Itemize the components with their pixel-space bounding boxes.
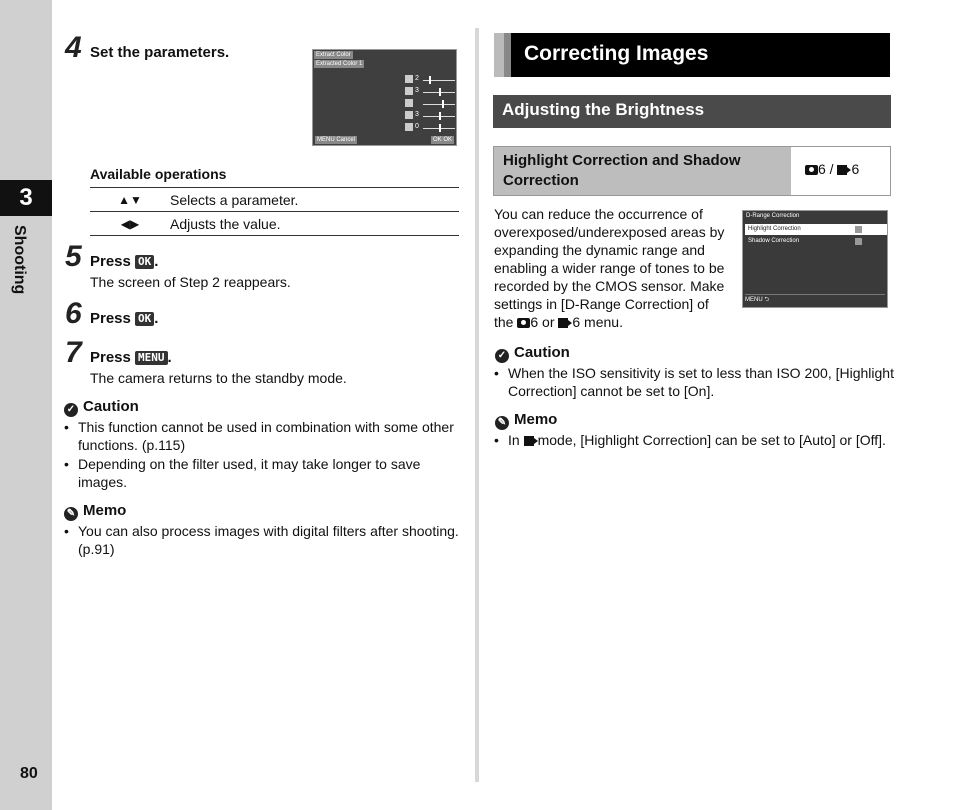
step-5-title: Press OK . — [90, 253, 159, 270]
table-row — [90, 188, 459, 212]
step-5-number: 5 — [65, 240, 82, 273]
menu-row: Shadow Correction — [745, 236, 887, 247]
screen-subtitle: Extracted Color 1 — [316, 61, 363, 67]
menu-row: Highlight Correction — [745, 224, 887, 235]
operation-symbol: ▲▼ — [90, 188, 170, 212]
step-6-number: 6 — [65, 297, 82, 330]
slider-row: 2 — [405, 75, 455, 85]
filter-icon — [405, 75, 413, 83]
list-item: • Depending on the filter used, it may take longer to save images. — [64, 455, 473, 491]
operation-desc: Selects a parameter. — [170, 188, 459, 212]
video-icon — [558, 318, 568, 328]
section-heading: Correcting Images — [494, 33, 890, 77]
camera-icon — [517, 318, 530, 328]
ok-key-icon: OK — [135, 312, 154, 326]
menu-reference: 6 / 6 — [805, 161, 859, 177]
list-item: • In mode, [Highlight Correction] can be set to [Auto] or [Off]. — [494, 431, 898, 449]
d-range-correction-screen — [742, 210, 888, 308]
operation-symbol: ◀▶ — [90, 212, 170, 236]
list-item: • When the ISO sensitivity is set to less than ISO 200, [Highlight Correction] cannot be set to [On]. — [494, 364, 898, 400]
column-divider — [475, 28, 479, 782]
step-4-title: Set the parameters. — [90, 44, 230, 61]
slider-row — [405, 99, 455, 109]
step-4-number: 4 — [65, 31, 82, 64]
step-7-desc: The camera returns to the standby mode. — [90, 370, 347, 386]
back-hint: MENU ⮌ — [745, 294, 885, 305]
video-icon — [524, 436, 534, 446]
caution-heading: ✓ Caution — [495, 344, 570, 363]
operation-desc: Adjusts the value. — [170, 212, 459, 236]
chapter-title: Shooting — [11, 225, 28, 295]
topic-title: Highlight Correction and Shadow Correction — [503, 152, 741, 189]
page-number: 80 — [20, 765, 38, 782]
memo-heading: ✎ Memo — [495, 411, 557, 430]
caution-icon: ✓ — [495, 349, 509, 363]
list-item: • This function cannot be used in combination with some other functions. (p.115) — [64, 418, 473, 454]
operations-heading: Available operations — [90, 166, 227, 182]
filter-icon — [405, 99, 413, 107]
cancel-hint: MENU Cancel — [317, 137, 356, 143]
topic-box — [493, 146, 891, 196]
filter-icon — [405, 87, 413, 95]
subsection-heading: Adjusting the Brightness — [493, 95, 891, 128]
ok-key-icon: OK — [135, 255, 154, 269]
memo-icon: ✎ — [64, 507, 78, 521]
slider-row: 3 — [405, 87, 455, 97]
caution-icon: ✓ — [64, 403, 78, 417]
table-row — [90, 212, 459, 236]
list-item: • You can also process images with digital filters after shooting. (p.91) — [64, 522, 473, 558]
sidebar — [0, 0, 52, 810]
video-icon — [837, 165, 847, 175]
screen-title: Extract Color — [316, 52, 351, 58]
slider-row: 0 — [405, 123, 455, 133]
slider-row: 3 — [405, 111, 455, 121]
operations-table — [90, 187, 459, 236]
intro-paragraph: You can reduce the occurrence of overexposed/underexposed areas by expanding the dynamic range and enabling a wider range of tones to be recorded by the CMOS sensor. Make settings in [D-Range Correction] of the 6 or 6 menu. — [494, 206, 725, 330]
filter-icon — [405, 111, 413, 119]
memo-icon: ✎ — [495, 416, 509, 430]
screen-title: D-Range Correction — [746, 213, 800, 219]
menu-key-icon: MENU — [135, 351, 168, 365]
extract-color-screen — [312, 49, 457, 146]
caution-heading: ✓ Caution — [64, 398, 139, 417]
step-7-number: 7 — [65, 336, 82, 369]
ok-hint: OK OK — [432, 137, 452, 143]
camera-icon — [805, 165, 818, 175]
step-6-title: Press OK . — [90, 310, 159, 327]
step-5-desc: The screen of Step 2 reappears. — [90, 274, 291, 290]
memo-heading: ✎ Memo — [64, 502, 126, 521]
chapter-number: 3 — [0, 180, 52, 216]
filter-icon — [405, 123, 413, 131]
step-7-title: Press MENU . — [90, 349, 172, 366]
